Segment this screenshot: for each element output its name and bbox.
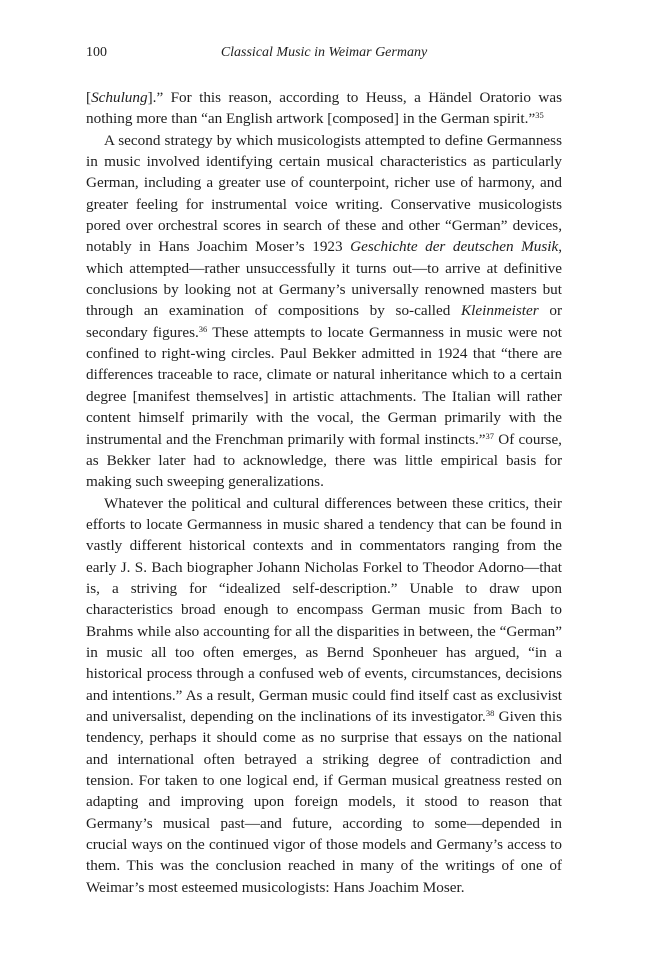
- page-number: 100: [86, 45, 107, 60]
- footnote-ref-35[interactable]: 35: [535, 110, 544, 121]
- footnote-ref-37[interactable]: 37: [485, 430, 495, 441]
- text-run: A second strategy by which musicologists attempted to define Germanness in music involved identifying certain musical characteristics as particularly German, including a greater use of counterpoint, richer use of harmony, and greater feeling for instrumental voice writing. Conservative musicologists pored over orchestral scores in search of these and other “German” devices, notably in Hans Joachim Moser’s 1923: [86, 131, 562, 256]
- footnote-ref-38[interactable]: 38: [485, 707, 495, 718]
- italic-book-title: Geschichte der deutschen Musik: [350, 238, 559, 256]
- text-run: Whatever the political and cultural differences between these critics, their efforts to locate Germanness in music shared a tendency that can be found in vastly different historical contexts and in commentators ranging from the early J. S. Bach biographer Johann Nicholas Forkel to Theodor Adorno—that is, a striving for “idealized self-description.” Unable to draw upon characteristics broad enough to encompass German music from Bach to Brahms while also accounting for all the disparities in between, the “German” in music all too often emerges, as Bernd Sponheuer has argued, “in a historical process through a confused web of events, circumstances, decisions and intentions.” As a result, German music could find itself cast as exclusivist and universalist, depending on the inclinations of its investigator.: [86, 494, 562, 725]
- body-text: [86, 87, 562, 898]
- text-run: Given this tendency, perhaps it should come as no surprise that essays on the national and international often betrayed a striking degree of contradiction and tension. For taken to one logical end, if German musical greatness rested on adapting and improving upon foreign models, it stood to reason that Germany’s musical past—and future, according to some—depended in crucial ways on the continued vigor of those models and Germany’s access to them. This was the conclusion reached in many of the writings of one of Weimar’s most esteemed musicologists: Hans Joachim Moser.: [86, 707, 563, 896]
- text-run: [: [86, 89, 92, 106]
- text-run: , which attempted—rather unsuccessfully it turns out—to arrive at definitive conclusions by looking not at Germany’s universally renowned masters but through an examination of compositions by so-called: [86, 238, 563, 320]
- text-run: These attempts to locate Germanness in music were not confined to right-wing circles. Paul Bekker admitted in 1924 that “there are differences traceable to race, climate or natural inheritance which to a certain degree [manifest themselves] in artistic attachments. The Italian will rather content himself primarily with the vocal, the German primarily with the instrumental and the Frenchman primarily with formal instincts.”: [86, 323, 562, 448]
- paragraph-1: [86, 87, 562, 130]
- text-run: ].” For this reason, according to Heuss, a Händel Oratorio was nothing more than “an English artwork [composed] in the German spirit.”: [86, 89, 562, 128]
- italic-term-kleinmeister: Kleinmeister: [461, 302, 539, 320]
- paragraph-2: [86, 130, 562, 493]
- paragraph-3: [86, 493, 562, 899]
- running-title: Classical Music in Weimar Germany: [220, 45, 428, 60]
- footnote-ref-36[interactable]: 36: [198, 323, 208, 334]
- text-run: Of course, as Bekker later had to acknowledge, there was little empirical basis for making such sweeping generalizations.: [86, 430, 562, 491]
- running-head: [86, 45, 562, 67]
- text-run: or secondary figures.: [86, 302, 562, 341]
- italic-term-schulung: Schulung: [91, 89, 148, 106]
